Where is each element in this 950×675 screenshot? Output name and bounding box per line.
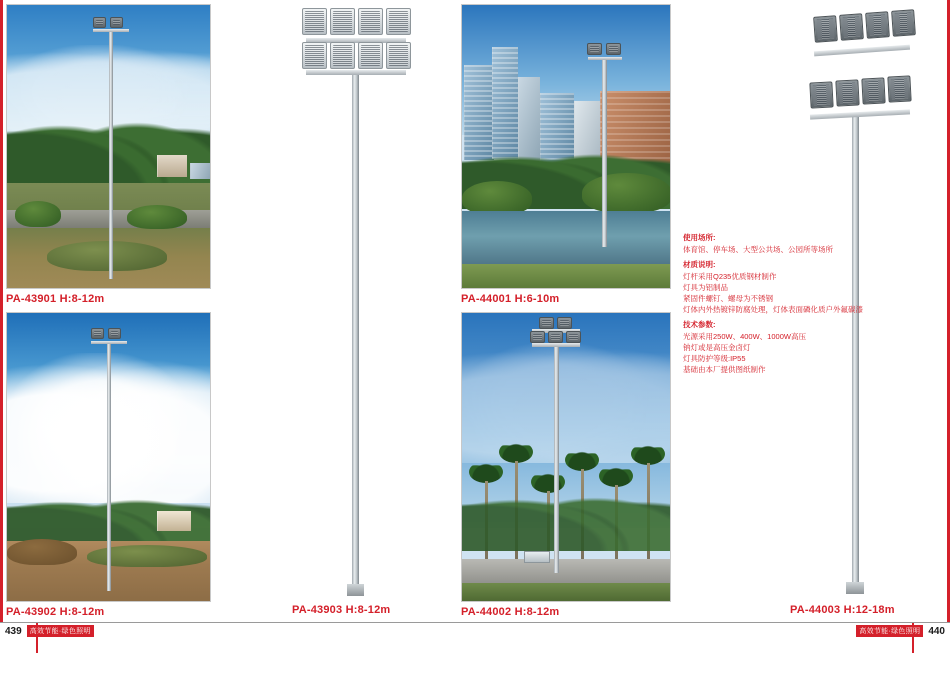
floodlight <box>93 17 106 28</box>
floodlight <box>587 43 602 55</box>
crossarm-lower <box>810 109 910 119</box>
product-photo-3 <box>292 4 462 602</box>
folio-right <box>856 625 945 637</box>
product-photo-4 <box>461 4 671 289</box>
product-photo-1 <box>6 4 211 289</box>
floodlight <box>548 331 563 343</box>
lamp-pole-3 <box>352 72 359 596</box>
soil-mound <box>7 539 77 565</box>
spec-line: 钠灯或是高压金卤灯 <box>683 343 751 352</box>
shrub <box>127 205 187 229</box>
crossarm <box>93 29 129 32</box>
product-caption-5: PA-44002 H:8-12m <box>461 606 560 618</box>
floodlight <box>557 317 572 329</box>
page-number-right: 440 <box>928 625 945 637</box>
crossarm-upper <box>814 45 910 57</box>
crossarm-lower <box>306 70 406 75</box>
spec-line: 灯具为铝制品 <box>683 283 728 292</box>
product-item-3[interactable] <box>292 4 462 616</box>
floodlight <box>386 42 411 69</box>
floodlight <box>330 8 355 35</box>
floodlight <box>839 13 864 41</box>
pole-base <box>347 584 364 596</box>
lamp-pole-2 <box>107 341 111 591</box>
spec-line: 体育馆、停车场、大型公共场、公园所等场所 <box>683 245 833 254</box>
floodlight <box>861 77 885 104</box>
footer-divider <box>0 622 950 623</box>
treeline <box>462 481 670 551</box>
floodlight <box>302 42 327 69</box>
shrub <box>15 201 61 227</box>
lake <box>462 211 670 267</box>
folio-left <box>5 625 94 637</box>
product-caption-4: PA-44001 H:6-10m <box>461 293 560 305</box>
floodlight <box>110 17 123 28</box>
product-item-1[interactable] <box>6 4 211 305</box>
floodlight <box>887 75 911 102</box>
crossarm <box>91 341 127 344</box>
lawn <box>462 583 670 601</box>
crossarm-lower <box>532 343 580 347</box>
floodlight <box>302 8 327 35</box>
spec-heading-technical: 技术参数: <box>683 320 716 329</box>
spec-line: 灯杆采用Q235优质钢材制作 <box>683 272 777 281</box>
product-caption-3: PA-43903 H:8-12m <box>292 604 391 616</box>
floodlight <box>813 15 838 43</box>
product-caption-2: PA-43902 H:8-12m <box>6 606 105 618</box>
product-caption-6: PA-44003 H:12-18m <box>790 604 895 616</box>
product-item-2[interactable] <box>6 312 211 618</box>
lamp-pole-1 <box>109 29 113 279</box>
pole-base <box>846 582 864 594</box>
floodlight <box>566 331 581 343</box>
lamp-pole-4 <box>602 57 607 247</box>
crossarm <box>588 57 622 60</box>
left-edge-rule <box>0 0 3 622</box>
floodlight <box>330 42 355 69</box>
spec-line: 灯具防护等级:IP55 <box>683 354 746 363</box>
floodlight <box>108 328 121 339</box>
floodlight <box>809 81 833 108</box>
floodlight <box>91 328 104 339</box>
parked-car <box>524 551 550 563</box>
page-number-left: 439 <box>5 625 22 637</box>
spec-heading-material: 材质说明: <box>683 260 716 269</box>
floodlight <box>539 317 554 329</box>
floodlight <box>386 8 411 35</box>
floodlight <box>530 331 545 343</box>
spec-line: 光源采用250W、400W、1000W高压 <box>683 332 806 341</box>
building <box>157 511 191 531</box>
footer-tagline-right: 高效节能·绿色照明 <box>856 625 923 637</box>
product-item-4[interactable] <box>461 4 671 305</box>
spec-line: 灯体内外热镀锌防腐处理，灯体表面磷化质户外氟碳漆 <box>683 305 863 314</box>
spec-heading-usage: 使用场所: <box>683 233 716 242</box>
floodlight <box>865 11 890 39</box>
building <box>190 163 210 179</box>
floodlight <box>891 9 916 37</box>
floodlight <box>606 43 621 55</box>
product-item-5[interactable] <box>461 312 671 618</box>
lawn <box>462 264 670 288</box>
floodlight <box>358 8 383 35</box>
shrub <box>462 181 532 215</box>
product-photo-2 <box>6 312 211 602</box>
specification-panel <box>683 232 863 375</box>
spec-line: 基础由本厂提供图纸制作 <box>683 365 766 374</box>
floodlight <box>358 42 383 69</box>
floodlight <box>835 79 859 106</box>
page-footer <box>0 622 950 675</box>
product-photo-5 <box>461 312 671 602</box>
shrub <box>582 173 671 213</box>
lamp-pole-5 <box>554 343 559 573</box>
shrub <box>47 241 167 271</box>
building <box>157 155 187 177</box>
footer-tagline-left: 高效节能·绿色照明 <box>27 625 94 637</box>
product-caption-1: PA-43901 H:8-12m <box>6 293 105 305</box>
road <box>462 559 670 585</box>
shrub <box>87 545 207 567</box>
spec-line: 紧固件螺钉、螺母为不锈钢 <box>683 294 773 303</box>
